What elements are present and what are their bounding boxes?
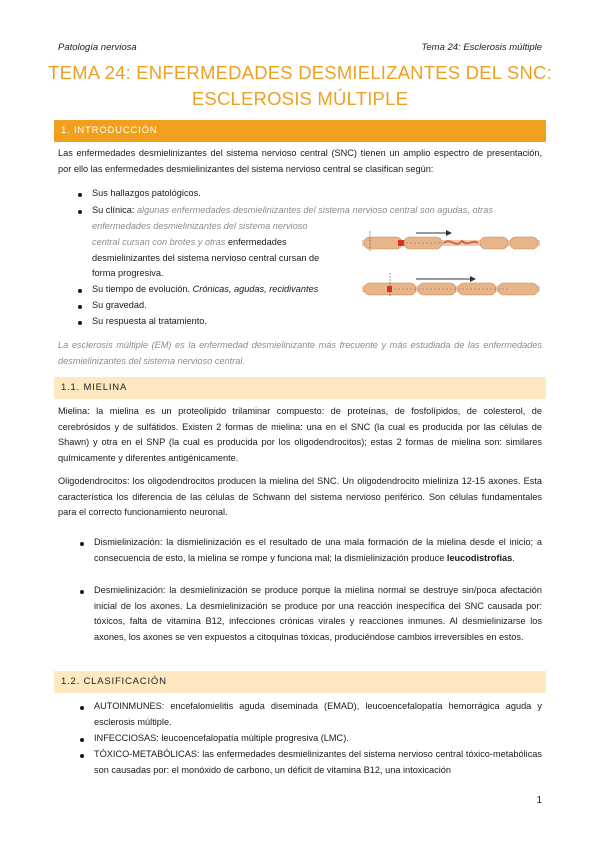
intro-note: La esclerosis múltiple (EM) es la enfermedad desmielinizante más frecuente y más estudiada de las enfermedades desmielinizantes del sistema nervioso central.	[58, 340, 542, 366]
bullet-dot	[78, 289, 82, 293]
myelin-segment	[510, 237, 538, 249]
dismielinizacion-end: .	[512, 552, 515, 563]
mielina-bullet-dismielinizacion	[94, 535, 542, 566]
node-marker	[387, 286, 392, 292]
clasificacion-bullet-autoinmunes: AUTOINMUNES: encefalomielitis aguda diseminada (EMAD), leucoencefalopatía hemorrágica aguda y esclerosis múltiple.	[94, 701, 542, 727]
myelin-segment	[480, 237, 508, 249]
page-number: 1	[536, 795, 542, 806]
bullet-dot	[80, 706, 84, 710]
intro-bullet-evolucion	[92, 282, 354, 298]
arrow-head-bottom	[470, 276, 476, 282]
clinica-line-3	[92, 235, 354, 251]
mielina-paragraph-2: Oligodendrocitos: los oligodendrocitos producen la mielina del SNC. Un oligodendrocito mieliniza 12-15 axones. Esta característica los diferencia de las células de Schwann del sistema nervioso periférico. Son células fundamentales para el correcto funcionamiento neuronal.	[58, 476, 542, 517]
bullet-dot	[78, 305, 82, 309]
clasificacion-bullet-infecciosas: INFECCIOSAS: leucoencefalopatía múltiple progresiva (LMC).	[94, 733, 349, 743]
arrow-head-top	[446, 230, 452, 236]
mielina-bullet-desmielinizacion: Desmielinización: la desmielinización se produce porque la mielina normal se destruye sin/poca afectación inicial de los axones. La desmielinización se produce por una reacción inespecífica del SNC causada por: tóxicos, falta de vitamina B12, infecciones crónicas virales y reacciones inmunes. Al desmielinizarse los axones, los axones se ven expuestos a citoquinas tóxicas, produciéndose cambios irreversibles en estos.	[94, 585, 542, 642]
bullet-dot	[80, 542, 84, 546]
clinica-rest-3: enfermedades	[225, 237, 287, 247]
leucodistrofias-term: leucodistrofias	[446, 552, 513, 563]
section-heading-introduccion: 1. INTRODUCCIÓN	[54, 120, 546, 142]
running-header-right: Tema 24: Esclerosis múltiple	[421, 42, 542, 53]
intro-bullet-clinica	[92, 203, 542, 219]
axon-demyelination-illustration	[360, 227, 542, 305]
intro-bullet-hallazgos: Sus hallazgos patológicos.	[92, 188, 201, 198]
node-marker	[398, 240, 404, 246]
clinica-grey-2: enfermedades desmielinizantes del sistema nervioso	[92, 221, 308, 231]
evolucion-lead: Su tiempo de evolución.	[92, 284, 193, 294]
intro-bullet-respuesta: Su respuesta al tratamiento.	[92, 316, 207, 326]
document-title-line1: TEMA 24: ENFERMEDADES DESMIELIZANTES DEL SNC:	[48, 62, 552, 83]
bullet-dot	[80, 738, 84, 742]
bullet-dot	[78, 321, 82, 325]
running-header-left: Patología nerviosa	[58, 42, 137, 53]
clinica-line-5: forma progresiva.	[92, 268, 164, 278]
clinica-grey-3: central cursan con brotes y otras	[92, 237, 226, 247]
clasificacion-bullet-toxico-metabolicas: TÓXICO-METABÓLICAS: las enfermedades desmielinizantes del sistema nervioso central tóxico-metabólicas son causadas por: el monóxido de carbono, un déficit de vitamina B12, una intoxicación	[94, 749, 542, 775]
document-title-line2: ESCLEROSIS MÚLTIPLE	[191, 88, 409, 109]
section-heading-clasificacion: 1.2. CLASIFICACIÓN	[54, 671, 546, 693]
dismielinizacion-text: Dismielinización: la dismielinización es el resultado de una mala formación de la mielina desde el inicio; a consecuencia de esto, la mielina se rompe y funciona mal; la dismielinización produce	[94, 537, 542, 563]
mielina-paragraph-1: Mielina: la mielina es un proteolípido trilaminar compuesto: de proteínas, de fosfolípidos, de colesterol, de cerebrósidos y de sulfátidos. Existen 2 formas de mielina: una en el SNC (la cual es producida por las células de Shawn) y otra en el SNP (la cual es producida por los oligodendrocitos); estas 2 formas de mielina son: similares químicamente y diferentes antigénicamente.	[58, 406, 542, 463]
bullet-dot	[78, 193, 82, 197]
clinica-lead: Su clínica:	[92, 205, 137, 215]
evolucion-types: Crónicas, agudas, recidivantes	[192, 284, 319, 294]
bullet-dot	[80, 754, 84, 758]
intro-paragraph: Las enfermedades desmielinizantes del sistema nervioso central (SNC) tienen un amplio espectro de presentación, por ello las enfermedades desmielinizantes del sistema nervioso central se clasifican según:	[58, 148, 542, 174]
bullet-dot	[78, 210, 82, 214]
bullet-dot	[80, 590, 84, 594]
intro-bullet-gravedad: Su gravedad.	[92, 300, 147, 310]
clinica-grey-1: algunas enfermedades desmielinizantes del sistema nervioso central son agudas, otras	[136, 205, 493, 215]
section-heading-mielina: 1.1. MIELINA	[54, 377, 546, 399]
clinica-line-4: desmielinizantes del sistema nervioso central cursan de	[92, 253, 320, 263]
